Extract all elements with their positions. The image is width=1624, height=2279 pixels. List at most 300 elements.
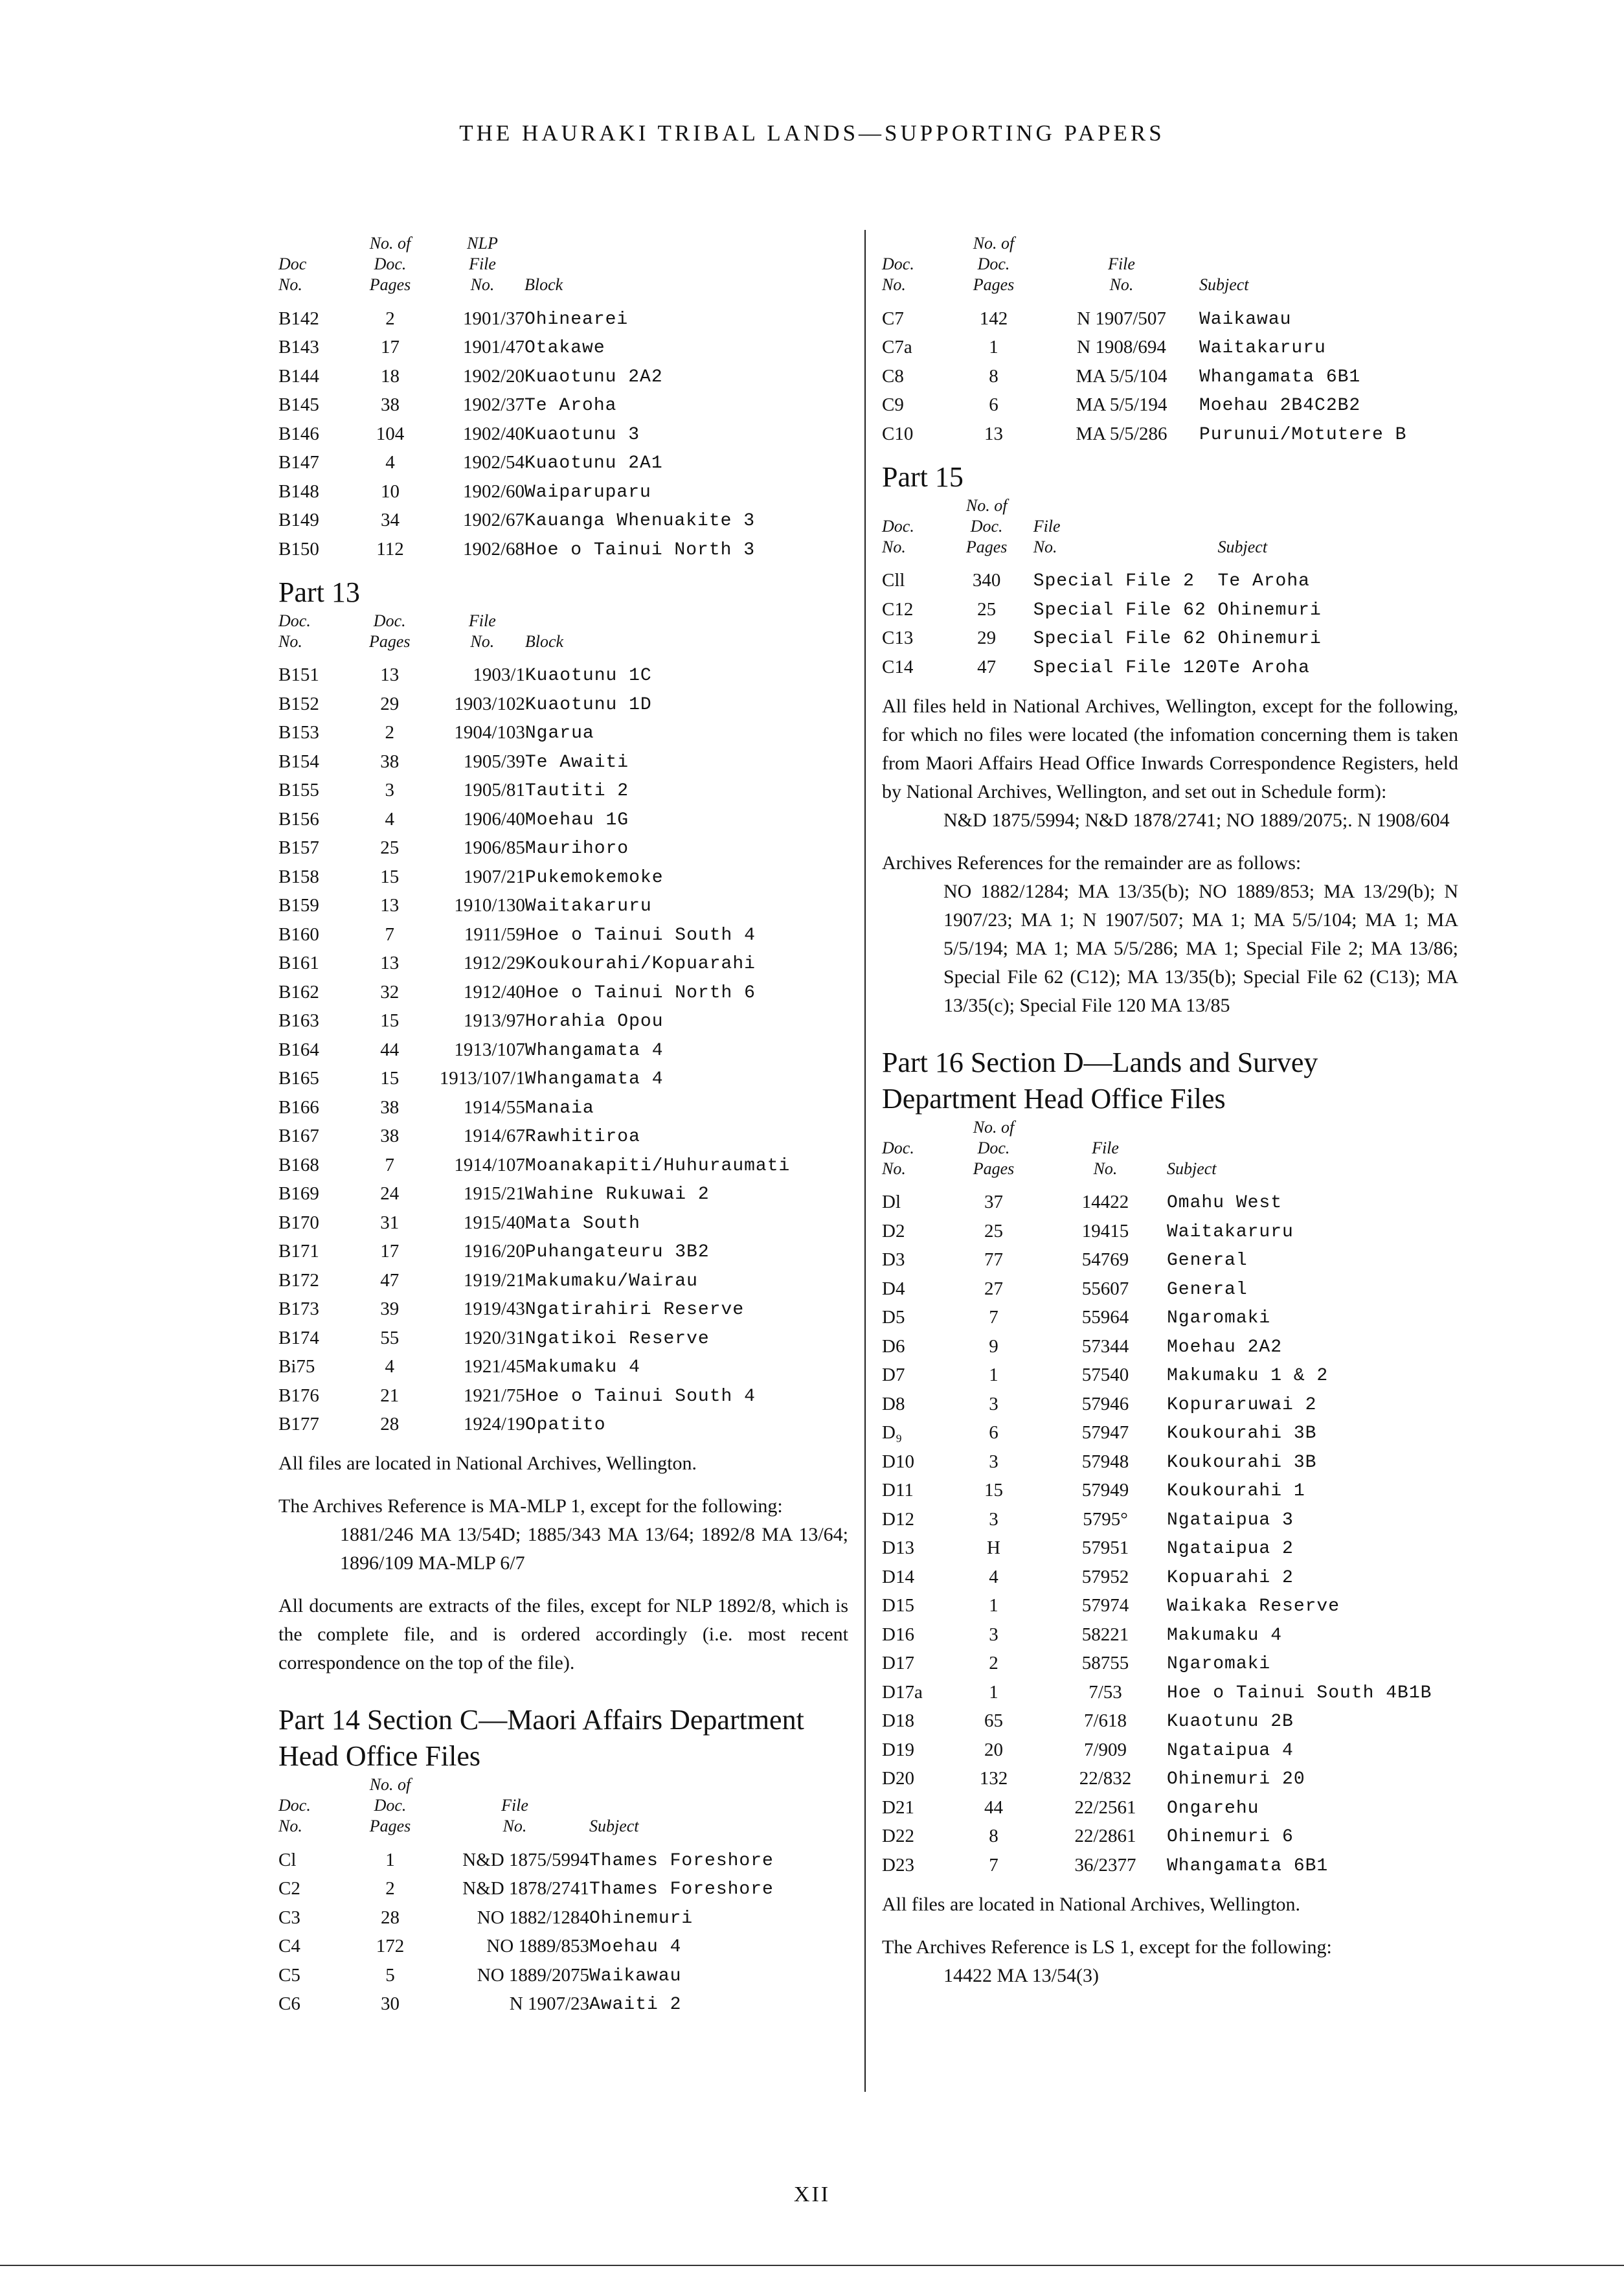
page-number: XII bbox=[793, 2183, 831, 2206]
cell-subject: Moehau 1G bbox=[524, 810, 629, 830]
table-row bbox=[278, 1407, 848, 1436]
cell-subject: Te Aroha bbox=[524, 396, 617, 416]
cell-doc-number: B163 bbox=[278, 1010, 319, 1031]
table-row bbox=[278, 1842, 848, 1871]
cell-subject: Hoe o Tainui North 6 bbox=[524, 982, 756, 1003]
cell-page-count: 38 bbox=[380, 751, 400, 772]
cell-subject: Makumaku 4 bbox=[1167, 1625, 1283, 1646]
cell-subject: Hoe o Tainui North 3 bbox=[524, 539, 756, 560]
cell-file-number: 1919/21 bbox=[463, 1269, 525, 1291]
cell-subject: Kuaotunu 2A2 bbox=[524, 367, 663, 387]
cell-subject: Moehau 4 bbox=[589, 1937, 682, 1957]
cell-doc-number: D2 bbox=[882, 1220, 905, 1242]
cell-subject: Opatito bbox=[524, 1415, 606, 1435]
part13-note-reference: The Archives Reference is MA-MLP 1, except for the following: bbox=[278, 1495, 783, 1517]
cell-file-number: 1901/37 bbox=[462, 308, 524, 329]
table-row bbox=[278, 300, 848, 330]
cell-subject: Moanakapiti/Huhuraumati bbox=[524, 1155, 791, 1176]
table-row bbox=[882, 1473, 1458, 1502]
cell-page-count: 20 bbox=[984, 1739, 1003, 1760]
cell-doc-number: B171 bbox=[278, 1241, 319, 1262]
cell-doc-number: B159 bbox=[278, 895, 319, 916]
cell-subject: General bbox=[1167, 1279, 1248, 1300]
table-row bbox=[278, 888, 848, 917]
table-row bbox=[278, 1899, 848, 1929]
cell-file-number: 1906/40 bbox=[463, 808, 525, 830]
table-row bbox=[882, 1386, 1458, 1415]
cell-page-count: 77 bbox=[984, 1249, 1003, 1270]
cell-file-number: Special File 62 bbox=[1033, 629, 1206, 649]
cell-doc-number: B142 bbox=[278, 308, 319, 329]
cell-file-number: 1902/40 bbox=[462, 423, 524, 444]
cell-file-number: 1912/40 bbox=[463, 981, 525, 1003]
cell-subject: Waikawau bbox=[1199, 309, 1292, 330]
cell-page-count: 65 bbox=[984, 1710, 1003, 1731]
cell-subject: Pukemokemoke bbox=[524, 867, 664, 888]
cell-page-count: 9 bbox=[989, 1335, 998, 1357]
cell-page-count: 17 bbox=[380, 1241, 400, 1262]
table-part14 bbox=[278, 1774, 848, 2015]
cell-subject: Makumaku 1 & 2 bbox=[1167, 1366, 1329, 1386]
cell-page-count: 47 bbox=[380, 1269, 400, 1291]
table-row bbox=[882, 1300, 1458, 1329]
part16-heading: Part 16 Section D—Lands and Survey Department Head Office Files bbox=[882, 1046, 1318, 1115]
cell-subject: Kuaotunu 3 bbox=[524, 424, 640, 445]
cell-subject: Mata South bbox=[524, 1213, 640, 1234]
cell-file-number: 1904/103 bbox=[454, 722, 525, 743]
column-header-page-count: No. of Doc. Pages bbox=[973, 234, 1015, 294]
table-row bbox=[278, 916, 848, 946]
cell-page-count: 25 bbox=[977, 598, 997, 620]
cell-subject: Ohinemuri 6 bbox=[1167, 1827, 1294, 1847]
cell-page-count: 4 bbox=[385, 808, 394, 830]
table-row bbox=[278, 1986, 848, 2015]
cell-doc-number: D20 bbox=[882, 1768, 914, 1789]
cell-page-count: 13 bbox=[380, 895, 400, 916]
cell-doc-number: D13 bbox=[882, 1537, 914, 1558]
cell-file-number: 57946 bbox=[1081, 1393, 1129, 1414]
cell-doc-number: B160 bbox=[278, 924, 319, 945]
cell-page-count: 132 bbox=[979, 1768, 1008, 1789]
table-row bbox=[882, 1847, 1458, 1876]
column-header-doc-number: Doc. No. bbox=[882, 1138, 914, 1178]
column-header-subject: Block bbox=[524, 631, 564, 651]
cell-doc-number: B176 bbox=[278, 1385, 319, 1406]
cell-page-count: 172 bbox=[376, 1936, 405, 1956]
cell-doc-number: B153 bbox=[278, 722, 319, 743]
table-row bbox=[882, 330, 1458, 359]
cell-page-count: 3 bbox=[989, 1508, 998, 1530]
cell-file-number: 1902/54 bbox=[462, 452, 524, 473]
cell-doc-number: C2 bbox=[278, 1878, 300, 1899]
column-header-file-number: File No. bbox=[1108, 255, 1135, 294]
table-header-row bbox=[278, 233, 848, 300]
cell-doc-number: Dl bbox=[882, 1192, 901, 1212]
cell-file-number: 1902/20 bbox=[462, 365, 524, 387]
cell-subject: Maurihoro bbox=[524, 839, 629, 859]
cell-doc-number: B164 bbox=[278, 1039, 319, 1060]
cell-doc-number: D₉ bbox=[882, 1422, 903, 1443]
part15-note-locations: All files held in National Archives, Wellington, except for the following, for which no files were located (the infomation concerning them is taken from Maori Affairs Head Office Inwards Correspondence Registers, held by National Archives, Wellington, and set out in Schedule form): bbox=[882, 695, 1458, 802]
cell-subject: Horahia Opou bbox=[524, 1012, 664, 1032]
cell-file-number: Special File 62 bbox=[1033, 600, 1206, 620]
cell-subject: Kopuarahi 2 bbox=[1167, 1567, 1294, 1588]
cell-page-count: 34 bbox=[381, 510, 400, 530]
cell-file-number: 1906/85 bbox=[463, 837, 525, 858]
table-row bbox=[278, 1032, 848, 1061]
page-title: THE HAURAKI TRIBAL LANDS—SUPPORTING PAPERS bbox=[459, 120, 1165, 146]
cell-doc-number: D10 bbox=[882, 1451, 914, 1472]
cell-page-count: 15 bbox=[380, 866, 400, 887]
table-row bbox=[882, 416, 1458, 445]
table-row bbox=[882, 1616, 1458, 1646]
column-header-page-count: No. of Doc. Pages bbox=[973, 1117, 1015, 1178]
cell-doc-number: D12 bbox=[882, 1508, 914, 1530]
cell-subject: Omahu West bbox=[1167, 1193, 1283, 1213]
cell-page-count: 25 bbox=[380, 837, 400, 858]
cell-page-count: 39 bbox=[380, 1298, 400, 1319]
cell-file-number: 55607 bbox=[1081, 1278, 1129, 1299]
cell-subject: Purunui/Motutere B bbox=[1199, 424, 1407, 445]
cell-page-count: 104 bbox=[376, 423, 405, 444]
column-header-page-count: No. of Doc. Pages bbox=[965, 495, 1008, 556]
cell-subject: Ngaromaki bbox=[1167, 1308, 1271, 1328]
table-header-row bbox=[882, 495, 1458, 563]
cell-file-number: 1914/55 bbox=[463, 1096, 525, 1118]
table-row bbox=[278, 1234, 848, 1263]
table-row bbox=[882, 1185, 1458, 1214]
cell-file-number: 5795° bbox=[1083, 1508, 1128, 1530]
cell-doc-number: B147 bbox=[278, 452, 319, 473]
cell-subject: Kopuraruwai 2 bbox=[1167, 1394, 1317, 1415]
cell-file-number: Special File 2 bbox=[1033, 571, 1195, 591]
cell-page-count: 142 bbox=[979, 308, 1008, 329]
table-row bbox=[278, 1205, 848, 1234]
cell-file-number: 57948 bbox=[1081, 1451, 1129, 1472]
cell-page-count: 13 bbox=[984, 423, 1003, 444]
table-row bbox=[882, 1703, 1458, 1732]
table-row bbox=[278, 1291, 848, 1321]
table-header-row bbox=[882, 1117, 1458, 1185]
cell-doc-number: D4 bbox=[882, 1278, 905, 1299]
table-row bbox=[278, 830, 848, 859]
table-row bbox=[278, 1003, 848, 1032]
cell-doc-number: Cll bbox=[882, 570, 905, 591]
cell-subject: Ohinearei bbox=[524, 309, 629, 330]
cell-file-number: 22/2561 bbox=[1074, 1797, 1136, 1818]
cell-doc-number: C6 bbox=[278, 1993, 300, 2014]
cell-subject: Ngatikoi Reserve bbox=[524, 1328, 710, 1349]
cell-subject: Whangamata 6B1 bbox=[1167, 1855, 1329, 1876]
table-row bbox=[278, 946, 848, 975]
table-row bbox=[882, 1501, 1458, 1530]
table-row bbox=[278, 1320, 848, 1349]
table-row bbox=[882, 1674, 1458, 1703]
cell-file-number: 14422 bbox=[1081, 1192, 1129, 1212]
cell-file-number: 1915/21 bbox=[463, 1183, 525, 1204]
table-row bbox=[882, 358, 1458, 387]
cell-subject: Kuaotunu 1D bbox=[524, 694, 652, 715]
column-header-subject: Subject bbox=[589, 1817, 639, 1835]
cell-subject: Ohinemuri bbox=[1217, 600, 1322, 620]
cell-doc-number: D23 bbox=[882, 1854, 914, 1876]
column-header-doc-number: Doc No. bbox=[278, 255, 307, 294]
cell-doc-number: B154 bbox=[278, 751, 319, 772]
table-row bbox=[882, 1530, 1458, 1559]
table-row bbox=[882, 620, 1458, 650]
cell-doc-number: D22 bbox=[882, 1826, 914, 1846]
cell-file-number: 1902/67 bbox=[462, 510, 524, 530]
part15-note-reference-list: NO 1882/1284; MA 13/35(b); NO 1889/853; MA 13/29(b); N 1907/23; MA 1; N 1907/507; MA 1; MA 5/5/104; MA 1; MA 5/5/194; MA 1; MA 5/5/286; MA 1; Special File 2; MA 13/86; Special File 62 (C12); MA 13/35(b); Special File 62 (C13); MA 13/35(c); Special File 120 MA 13/85 bbox=[943, 880, 1458, 1016]
cell-doc-number: B169 bbox=[278, 1183, 319, 1204]
cell-doc-number: B148 bbox=[278, 481, 319, 502]
cell-page-count: 38 bbox=[380, 1096, 400, 1118]
cell-subject: Puhangateuru 3B2 bbox=[524, 1242, 710, 1262]
cell-page-count: 3 bbox=[989, 1624, 998, 1645]
table-row bbox=[882, 1444, 1458, 1473]
cell-subject: Moehau 2B4C2B2 bbox=[1199, 396, 1361, 416]
cell-doc-number: B166 bbox=[278, 1096, 319, 1118]
column-header-file-number: NLP File No. bbox=[467, 234, 498, 294]
cell-file-number: N 1907/23 bbox=[509, 1993, 589, 2014]
cell-file-number: 57952 bbox=[1081, 1566, 1129, 1587]
cell-page-count: 5 bbox=[385, 1964, 395, 1986]
cell-file-number: 1907/21 bbox=[463, 866, 525, 887]
cell-subject: Makumaku 4 bbox=[524, 1357, 640, 1378]
cell-file-number: 58221 bbox=[1081, 1624, 1129, 1645]
cell-page-count: 27 bbox=[984, 1278, 1003, 1299]
cell-subject: Ngaromaki bbox=[1167, 1654, 1271, 1674]
part15-note-references: Archives References for the remainder are as follows: bbox=[882, 852, 1302, 874]
cell-file-number: MA 5/5/104 bbox=[1076, 365, 1167, 387]
cell-subject: Waikawau bbox=[589, 1966, 682, 1986]
table-row bbox=[882, 1357, 1458, 1387]
cell-doc-number: B155 bbox=[278, 780, 319, 800]
cell-subject: Koukourahi 3B bbox=[1167, 1452, 1317, 1473]
column-header-doc-number: Doc. No. bbox=[278, 1796, 311, 1835]
cell-doc-number: D17 bbox=[882, 1653, 914, 1673]
cell-page-count: 7 bbox=[989, 1307, 998, 1328]
table-row bbox=[278, 330, 848, 359]
cell-page-count: 29 bbox=[380, 693, 400, 714]
cell-doc-number: B150 bbox=[278, 538, 319, 560]
cell-subject: Kauanga Whenuakite 3 bbox=[524, 511, 756, 531]
cell-file-number: 1919/43 bbox=[463, 1298, 525, 1319]
table-row bbox=[278, 657, 848, 686]
cell-doc-number: C3 bbox=[278, 1907, 300, 1928]
cell-page-count: 7 bbox=[385, 1154, 394, 1175]
part16-note-location: All files are located in National Archives, Wellington. bbox=[882, 1893, 1301, 1915]
column-header-page-count: No. of Doc. Pages bbox=[369, 1775, 411, 1835]
column-header-doc-number: Doc. No. bbox=[278, 611, 311, 651]
cell-file-number: Special File 120 bbox=[1033, 657, 1218, 678]
cell-page-count: 6 bbox=[989, 1422, 998, 1443]
cell-file-number: MA 5/5/286 bbox=[1076, 423, 1167, 444]
cell-page-count: H bbox=[987, 1537, 1000, 1558]
cell-file-number: 1915/40 bbox=[463, 1212, 525, 1233]
cell-doc-number: C7a bbox=[882, 337, 912, 357]
table-row bbox=[278, 1349, 848, 1378]
table-row bbox=[278, 1147, 848, 1176]
cell-file-number: 1913/107 bbox=[454, 1039, 525, 1060]
cell-page-count: 47 bbox=[977, 656, 997, 677]
table-row bbox=[882, 1415, 1458, 1444]
cell-page-count: 31 bbox=[380, 1212, 400, 1233]
cell-doc-number: B167 bbox=[278, 1126, 319, 1146]
cell-subject: Waitakaruru bbox=[524, 896, 652, 916]
table-row bbox=[278, 743, 848, 773]
cell-doc-number: D8 bbox=[882, 1393, 905, 1414]
cell-subject: Makumaku/Wairau bbox=[524, 1271, 698, 1291]
cell-subject: Thames Foreshore bbox=[589, 1879, 774, 1899]
cell-subject: Hoe o Tainui South 4B1B bbox=[1167, 1683, 1432, 1703]
cell-doc-number: B162 bbox=[278, 981, 319, 1003]
cell-page-count: 1 bbox=[989, 1365, 998, 1385]
cell-doc-number: B151 bbox=[278, 664, 319, 685]
cell-page-count: 15 bbox=[984, 1480, 1003, 1501]
table-row bbox=[882, 563, 1458, 592]
cell-subject: Wahine Rukuwai 2 bbox=[524, 1185, 710, 1205]
cell-subject: Ngataipua 2 bbox=[1167, 1539, 1294, 1559]
cell-subject: Otakawe bbox=[524, 338, 605, 358]
cell-file-number: 1902/68 bbox=[462, 538, 524, 560]
cell-doc-number: C7 bbox=[882, 308, 904, 329]
cell-doc-number: B158 bbox=[278, 866, 319, 887]
cell-doc-number: C12 bbox=[882, 598, 914, 620]
cell-file-number: N&D 1878/2741 bbox=[462, 1878, 589, 1899]
cell-subject: Koukourahi 1 bbox=[1167, 1481, 1305, 1501]
cell-page-count: 15 bbox=[380, 1010, 400, 1031]
table-row bbox=[882, 1646, 1458, 1675]
table-row bbox=[278, 1378, 848, 1407]
table-row bbox=[278, 1957, 848, 1986]
cell-page-count: 8 bbox=[989, 1826, 998, 1846]
cell-page-count: 13 bbox=[380, 953, 400, 973]
cell-doc-number: Cl bbox=[278, 1849, 297, 1870]
left-column bbox=[278, 233, 848, 2015]
table-row bbox=[882, 1271, 1458, 1300]
table-row bbox=[278, 1929, 848, 1958]
cell-subject: General bbox=[1167, 1251, 1248, 1271]
cell-subject: Waitakaruru bbox=[1167, 1221, 1294, 1242]
cell-page-count: 37 bbox=[984, 1192, 1003, 1212]
cell-file-number: 1921/75 bbox=[463, 1385, 525, 1406]
cell-subject: Te Aroha bbox=[1217, 571, 1310, 591]
cell-page-count: 18 bbox=[381, 365, 400, 387]
cell-file-number: NO 1889/2075 bbox=[477, 1964, 589, 1986]
cell-page-count: 2 bbox=[385, 722, 394, 743]
cell-subject: Tautiti 2 bbox=[524, 781, 629, 801]
table-header-row bbox=[278, 611, 848, 657]
cell-subject: Koukourahi/Kopuarahi bbox=[524, 954, 756, 974]
cell-doc-number: C9 bbox=[882, 394, 904, 415]
cell-page-count: 3 bbox=[385, 780, 394, 800]
table-row bbox=[882, 300, 1458, 330]
table-row bbox=[278, 773, 848, 802]
table-row bbox=[882, 387, 1458, 416]
cell-subject: Te Aroha bbox=[1217, 657, 1310, 678]
table-header-row bbox=[278, 1774, 848, 1842]
column-header-subject: Subject bbox=[1217, 537, 1268, 556]
cell-doc-number: D3 bbox=[882, 1249, 905, 1270]
table-part13 bbox=[278, 611, 848, 1436]
cell-file-number: 7/909 bbox=[1083, 1739, 1127, 1760]
cell-page-count: 112 bbox=[376, 538, 404, 560]
table-row bbox=[882, 1789, 1458, 1819]
cell-file-number: NO 1882/1284 bbox=[477, 1907, 589, 1928]
table-row bbox=[882, 1732, 1458, 1761]
table-row bbox=[278, 387, 848, 416]
cell-page-count: 32 bbox=[380, 981, 400, 1003]
table-row bbox=[278, 686, 848, 715]
cell-doc-number: D5 bbox=[882, 1307, 905, 1328]
cell-subject: Ohinemuri 20 bbox=[1167, 1769, 1305, 1789]
table-row bbox=[882, 1761, 1458, 1790]
cell-doc-number: B149 bbox=[278, 510, 319, 530]
cell-file-number: MA 5/5/194 bbox=[1076, 394, 1167, 415]
table-part16 bbox=[882, 1117, 1458, 1876]
cell-file-number: 1921/45 bbox=[463, 1356, 525, 1377]
part13-note-location: All files are located in National Archives, Wellington. bbox=[278, 1453, 697, 1474]
cell-subject: Manaia bbox=[524, 1098, 594, 1118]
column-header-subject: Subject bbox=[1199, 275, 1249, 294]
cell-doc-number: D18 bbox=[882, 1710, 914, 1731]
cell-doc-number: D17a bbox=[882, 1681, 923, 1703]
table-row bbox=[882, 1588, 1458, 1617]
cell-subject: Te Awaiti bbox=[524, 752, 629, 773]
cell-page-count: 2 bbox=[989, 1653, 998, 1673]
part13-note-extracts: All documents are extracts of the files, except for NLP 1892/8, which is the complete file, and is ordered accordingly (i.e. most recent correspondence on the top of the file). bbox=[278, 1595, 848, 1673]
cell-page-count: 8 bbox=[989, 365, 998, 387]
cell-doc-number: C14 bbox=[882, 656, 914, 677]
cell-page-count: 13 bbox=[380, 664, 400, 685]
cell-doc-number: D11 bbox=[882, 1480, 914, 1501]
table-row bbox=[278, 473, 848, 503]
cell-page-count: 44 bbox=[984, 1797, 1003, 1818]
cell-file-number: 55964 bbox=[1081, 1307, 1129, 1328]
right-column bbox=[882, 233, 1458, 1990]
cell-file-number: 1905/81 bbox=[463, 780, 525, 800]
cell-page-count: 4 bbox=[385, 1356, 394, 1377]
cell-subject: Kuaotunu 2A1 bbox=[524, 453, 663, 473]
table-row bbox=[278, 974, 848, 1003]
cell-page-count: 29 bbox=[977, 628, 997, 648]
cell-file-number: 54769 bbox=[1081, 1249, 1129, 1270]
cell-file-number: 36/2377 bbox=[1074, 1854, 1136, 1876]
part16-note-reference-list: 14422 MA 13/54(3) bbox=[943, 1964, 1099, 1986]
table-row bbox=[882, 1213, 1458, 1242]
table-row bbox=[882, 1328, 1458, 1357]
cell-file-number: 1912/29 bbox=[463, 953, 525, 973]
cell-file-number: 19415 bbox=[1081, 1220, 1129, 1242]
cell-file-number: 1913/107/1 bbox=[439, 1068, 525, 1089]
cell-page-count: 4 bbox=[385, 452, 395, 473]
cell-doc-number: B173 bbox=[278, 1298, 319, 1319]
table-row bbox=[882, 591, 1458, 620]
cell-file-number: 7/53 bbox=[1088, 1681, 1122, 1703]
cell-doc-number: B143 bbox=[278, 337, 319, 357]
cell-page-count: 3 bbox=[989, 1393, 998, 1414]
cell-page-count: 24 bbox=[380, 1183, 400, 1204]
cell-file-number: 1914/67 bbox=[463, 1126, 525, 1146]
cell-doc-number: C5 bbox=[278, 1964, 300, 1986]
cell-page-count: 3 bbox=[989, 1451, 998, 1472]
table-row bbox=[278, 1176, 848, 1205]
table-part15 bbox=[882, 495, 1458, 678]
cell-file-number: 57540 bbox=[1081, 1365, 1129, 1385]
cell-doc-number: C8 bbox=[882, 365, 904, 387]
table-row bbox=[278, 531, 848, 560]
